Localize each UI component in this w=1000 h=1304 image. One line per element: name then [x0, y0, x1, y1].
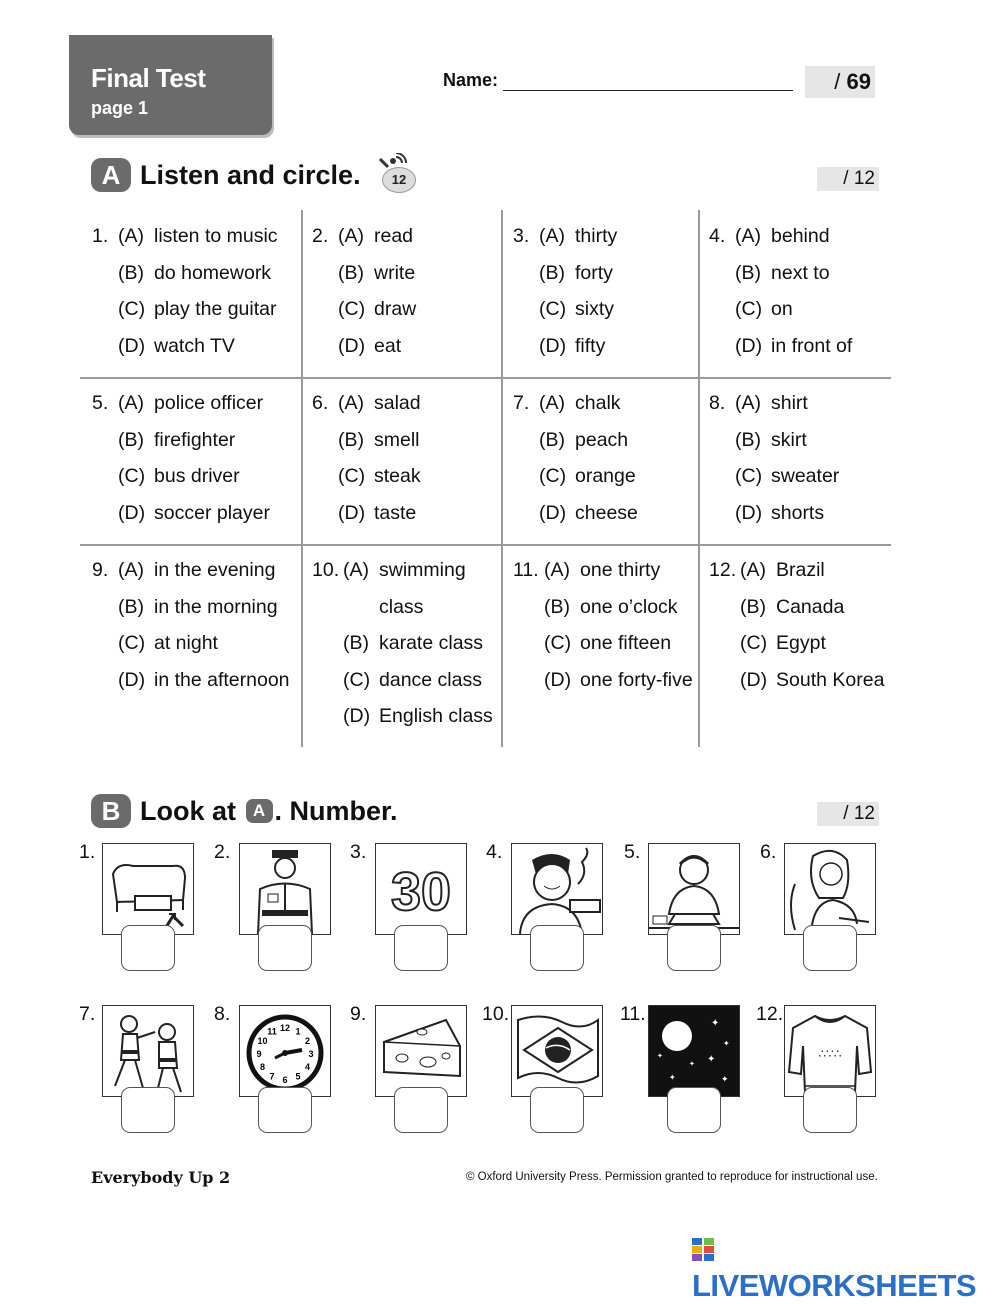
section-a-badge: A	[91, 158, 131, 192]
answer-option[interactable]	[539, 458, 636, 495]
answer-option[interactable]	[740, 662, 884, 699]
option-letter: (D)	[338, 501, 366, 524]
option-text: class	[379, 595, 424, 618]
answer-box[interactable]	[530, 1087, 584, 1133]
answer-option[interactable]	[735, 495, 824, 532]
option-letter: (A)	[338, 225, 364, 247]
option-letter: (B)	[118, 595, 144, 618]
section-a-title: Listen and circle.	[140, 160, 361, 190]
answer-box[interactable]	[394, 1087, 448, 1133]
answer-option[interactable]	[338, 422, 420, 459]
question-number: 7.	[513, 392, 530, 414]
liveworksheets-logo-icon	[692, 1238, 714, 1262]
question-9	[92, 552, 290, 698]
option-letter: (A)	[735, 392, 761, 414]
answer-box[interactable]	[394, 925, 448, 971]
option-text: listen to music	[154, 225, 278, 247]
picture-number: 1.	[79, 841, 96, 863]
answer-option[interactable]	[735, 328, 852, 365]
section-b-title-start: Look at	[140, 796, 237, 826]
option-text: peach	[575, 428, 629, 451]
picture-number: 3.	[350, 841, 367, 863]
option-text: shirt	[771, 392, 808, 414]
answer-option[interactable]	[544, 552, 660, 589]
option-letter: (D)	[735, 501, 763, 524]
grid-divider	[698, 210, 700, 747]
answer-option[interactable]	[338, 385, 421, 422]
option-letter: (C)	[740, 632, 768, 654]
option-text: in front of	[771, 334, 853, 357]
copyright-notice: © Oxford University Press. Permission granted to reproduce for instructional use.	[466, 1171, 878, 1183]
option-letter: (B)	[735, 261, 761, 284]
question-4	[709, 218, 852, 364]
clock-number: 8	[259, 1062, 266, 1072]
test-title: Final Test	[91, 63, 206, 93]
option-text: read	[374, 225, 414, 247]
liveworksheets-brand-text: LIVEWORKSHEETS	[692, 1268, 977, 1303]
option-text: fifty	[575, 334, 606, 357]
answer-option[interactable]	[118, 662, 290, 699]
option-letter: (A)	[118, 392, 144, 414]
option-text: Brazil	[776, 559, 825, 581]
question-5	[92, 385, 270, 531]
section-a-score: / 12	[817, 167, 879, 191]
option-text: shorts	[771, 501, 825, 524]
question-12	[709, 552, 884, 698]
answer-option[interactable]	[740, 625, 826, 662]
answer-option[interactable]	[539, 291, 614, 328]
answer-option[interactable]	[338, 458, 421, 495]
question-number: 12.	[709, 559, 737, 581]
answer-option[interactable]	[539, 385, 621, 422]
svg-text:✦: ✦	[707, 1054, 716, 1065]
couch-and-tables-picture	[102, 843, 194, 935]
option-letter: (D)	[544, 668, 572, 691]
option-text: in the afternoon	[154, 668, 290, 691]
option-letter: (A)	[343, 559, 369, 581]
option-text: firefighter	[154, 428, 236, 451]
clock-number: 2	[304, 1036, 311, 1046]
svg-text:✦: ✦	[721, 1074, 729, 1084]
svg-text:✦: ✦	[711, 1018, 720, 1029]
option-letter: (D)	[735, 334, 763, 357]
question-1	[92, 218, 278, 364]
option-letter: (B)	[338, 428, 364, 451]
picture-number: 10.	[482, 1003, 510, 1025]
svg-text:∴∵∴: ∴∵∴	[818, 1047, 842, 1061]
option-letter: (A)	[118, 559, 144, 581]
question-number: 2.	[312, 225, 329, 247]
picture-number: 2.	[214, 841, 231, 863]
question-2	[312, 218, 416, 364]
clock-number: 6	[282, 1075, 288, 1085]
clock-number: 3	[308, 1049, 314, 1059]
option-letter: (A)	[539, 225, 565, 247]
option-text: soccer player	[154, 501, 270, 524]
option-text: sweater	[771, 465, 840, 487]
option-letter: (C)	[118, 632, 146, 654]
audio-track-number: 12	[382, 167, 416, 193]
option-letter: (B)	[544, 595, 570, 618]
question-number: 4.	[709, 225, 726, 247]
option-text: South Korea	[776, 668, 885, 691]
karate-kids-picture	[102, 1005, 194, 1097]
clock-number: 12	[279, 1023, 291, 1033]
clock-number: 1	[295, 1026, 301, 1037]
option-text: one thirty	[580, 559, 661, 581]
option-text: English class	[379, 705, 493, 727]
clock-number: 5	[295, 1071, 301, 1082]
grid-divider	[80, 544, 891, 546]
svg-text:✦: ✦	[689, 1061, 695, 1068]
number-30-picture	[375, 843, 467, 935]
grid-divider	[80, 377, 891, 379]
name-field[interactable]	[503, 90, 793, 91]
answer-box[interactable]	[258, 925, 312, 971]
question-3	[513, 218, 617, 364]
sweater-picture	[784, 1005, 876, 1097]
answer-option[interactable]	[735, 458, 839, 495]
answer-option[interactable]	[118, 422, 235, 459]
option-text: steak	[374, 465, 421, 487]
option-text: next to	[771, 261, 830, 284]
option-text: Canada	[776, 595, 845, 618]
answer-option[interactable]	[539, 328, 605, 365]
answer-option[interactable]	[343, 552, 466, 589]
answer-option[interactable]	[735, 385, 808, 422]
option-letter: (A)	[118, 225, 144, 247]
answer-option[interactable]	[740, 552, 825, 589]
option-text: sixty	[575, 298, 614, 320]
answer-option[interactable]	[735, 218, 830, 255]
option-letter: (D)	[539, 501, 567, 524]
answer-box[interactable]	[121, 1087, 175, 1133]
answer-option[interactable]	[338, 328, 401, 365]
night-sky-picture	[648, 1005, 740, 1097]
option-text: bus driver	[154, 465, 240, 487]
name-label: Name:	[443, 70, 499, 90]
option-letter: (B)	[343, 632, 369, 654]
picture-number: 11.	[620, 1003, 646, 1025]
answer-option[interactable]	[118, 218, 278, 255]
option-text: do homework	[154, 261, 272, 284]
answer-option[interactable]	[539, 422, 628, 459]
option-letter: (B)	[539, 428, 565, 451]
option-letter: (A)	[539, 392, 565, 414]
clock-picture	[239, 1005, 331, 1097]
picture-number: 6.	[760, 841, 777, 863]
question-number: 10.	[312, 559, 340, 581]
answer-box[interactable]	[803, 1087, 857, 1133]
answer-option[interactable]	[539, 218, 617, 255]
answer-option[interactable]	[118, 552, 275, 589]
option-letter: (C)	[343, 668, 371, 691]
question-number: 3.	[513, 225, 530, 247]
total-score-box	[805, 66, 875, 98]
option-text: behind	[771, 225, 830, 247]
clock-number: 9	[256, 1049, 262, 1059]
picture-number: 9.	[350, 1003, 367, 1025]
cheese-picture	[375, 1005, 467, 1097]
answer-option[interactable]	[343, 589, 423, 626]
option-letter: (C)	[338, 465, 366, 487]
picture-number: 5.	[624, 841, 641, 863]
picture-number: 12.	[756, 1003, 784, 1025]
book-title: Everybody Up 2	[91, 1168, 231, 1187]
option-text: in the morning	[154, 595, 278, 618]
section-b-badge: B	[91, 794, 131, 828]
section-b-title	[140, 796, 398, 827]
police-officer-picture	[239, 843, 331, 935]
option-letter: (B)	[735, 428, 761, 451]
question-number: 5.	[92, 392, 109, 414]
option-text: salad	[374, 392, 421, 414]
test-header-tab	[69, 35, 272, 135]
grid-divider	[301, 210, 303, 747]
clock-number: 10	[257, 1036, 268, 1046]
boy-smelling-food-picture	[511, 843, 603, 935]
option-letter: (C)	[735, 298, 763, 320]
option-letter: (D)	[338, 334, 366, 357]
option-letter: (D)	[539, 334, 567, 357]
option-text: smell	[374, 428, 420, 451]
answer-box[interactable]	[121, 925, 175, 971]
answer-option[interactable]	[118, 255, 271, 292]
answer-box[interactable]	[667, 1087, 721, 1133]
option-letter: (D)	[118, 668, 146, 691]
picture-number: 8.	[214, 1003, 231, 1025]
answer-box[interactable]	[530, 925, 584, 971]
answer-option[interactable]	[343, 662, 482, 699]
answer-option[interactable]	[118, 458, 240, 495]
answer-box[interactable]	[258, 1087, 312, 1133]
option-letter: (A)	[735, 225, 761, 247]
option-letter: (C)	[544, 632, 572, 654]
option-text: forty	[575, 261, 613, 284]
option-text: taste	[374, 501, 417, 524]
answer-option[interactable]	[735, 422, 807, 459]
option-letter: (C)	[118, 465, 146, 487]
option-text: one o’clock	[580, 595, 678, 618]
option-letter: (D)	[118, 334, 146, 357]
test-page-label: page 1	[91, 98, 149, 118]
answer-option[interactable]	[544, 662, 693, 699]
answer-option[interactable]	[118, 385, 263, 422]
answer-box[interactable]	[667, 925, 721, 971]
answer-box[interactable]	[803, 925, 857, 971]
option-text: one fifteen	[580, 632, 672, 654]
answer-option[interactable]	[118, 625, 218, 662]
total-score-slash: /	[834, 69, 841, 94]
answer-option[interactable]	[735, 291, 793, 328]
answer-option[interactable]	[735, 255, 830, 292]
question-11	[513, 552, 693, 698]
option-letter: (B)	[740, 595, 766, 618]
option-text: watch TV	[154, 334, 235, 357]
question-6	[312, 385, 421, 531]
option-text: orange	[575, 465, 636, 487]
answer-option[interactable]	[338, 495, 416, 532]
answer-option[interactable]	[539, 255, 613, 292]
option-letter: (C)	[539, 298, 567, 320]
option-letter: (B)	[539, 261, 565, 284]
option-letter: (A)	[338, 392, 364, 414]
answer-option[interactable]	[338, 291, 416, 328]
clock-number: 7	[269, 1071, 275, 1082]
option-text: Egypt	[776, 632, 826, 654]
option-text: skirt	[771, 428, 807, 451]
answer-option[interactable]	[544, 589, 678, 626]
svg-text:30: 30	[390, 862, 452, 922]
svg-text:✦: ✦	[657, 1053, 663, 1060]
option-letter: (A)	[544, 559, 570, 581]
grid-divider	[501, 210, 503, 747]
boy-doing-homework-picture	[648, 843, 740, 935]
section-b-score: / 12	[817, 802, 879, 826]
option-text: write	[374, 261, 416, 284]
option-letter: (B)	[338, 261, 364, 284]
picture-number: 7.	[79, 1003, 96, 1025]
girl-drawing-picture	[784, 843, 876, 935]
question-number: 6.	[312, 392, 329, 414]
svg-text:✦: ✦	[669, 1073, 676, 1082]
picture-number: 4.	[486, 841, 503, 863]
answer-option[interactable]	[539, 495, 638, 532]
option-letter: (A)	[740, 559, 766, 581]
clock-number: 4	[304, 1062, 311, 1072]
option-text: cheese	[575, 501, 638, 524]
svg-text:✦: ✦	[723, 1039, 730, 1048]
option-text: eat	[374, 334, 402, 357]
answer-option[interactable]	[338, 255, 415, 292]
option-text: at night	[154, 632, 218, 654]
option-text: on	[771, 298, 793, 320]
total-score-value: 69	[846, 69, 871, 94]
question-number: 11.	[513, 559, 539, 581]
question-8	[709, 385, 839, 531]
answer-option[interactable]	[118, 589, 278, 626]
answer-option[interactable]	[343, 698, 493, 735]
clock-number: 11	[267, 1026, 277, 1037]
option-letter: (D)	[343, 705, 371, 727]
question-number: 8.	[709, 392, 726, 414]
option-letter: (B)	[118, 428, 144, 451]
option-text: karate class	[379, 632, 484, 654]
option-text: dance class	[379, 668, 482, 691]
answer-option[interactable]	[544, 625, 671, 662]
option-text: chalk	[575, 392, 621, 414]
section-a-reference-badge: A	[246, 799, 273, 823]
option-letter: (C)	[735, 465, 763, 487]
question-number: 1.	[92, 225, 109, 247]
option-text: police officer	[154, 392, 264, 414]
answer-option[interactable]	[740, 589, 844, 626]
option-text: one forty-five	[580, 668, 693, 691]
option-text: thirty	[575, 225, 618, 247]
option-text: play the guitar	[154, 298, 277, 320]
brazil-flag-picture	[511, 1005, 603, 1097]
option-text: swimming	[379, 559, 466, 581]
option-letter: (C)	[118, 298, 146, 320]
question-7	[513, 385, 638, 531]
question-10	[312, 552, 493, 735]
option-letter: (D)	[740, 668, 768, 691]
liveworksheets-brand	[692, 1232, 1000, 1304]
option-letter: (C)	[338, 298, 366, 320]
option-text: in the evening	[154, 559, 276, 581]
answer-option[interactable]	[338, 218, 413, 255]
section-b-title-end: . Number.	[274, 796, 398, 826]
answer-option[interactable]	[118, 495, 270, 532]
audio-track-icon	[376, 153, 420, 193]
answer-option[interactable]	[343, 625, 483, 662]
option-letter: (D)	[118, 501, 146, 524]
option-letter: (B)	[118, 261, 144, 284]
option-letter: (C)	[539, 465, 567, 487]
question-number: 9.	[92, 559, 109, 581]
answer-option[interactable]	[118, 291, 277, 328]
option-text: draw	[374, 298, 417, 320]
answer-option[interactable]	[118, 328, 235, 365]
